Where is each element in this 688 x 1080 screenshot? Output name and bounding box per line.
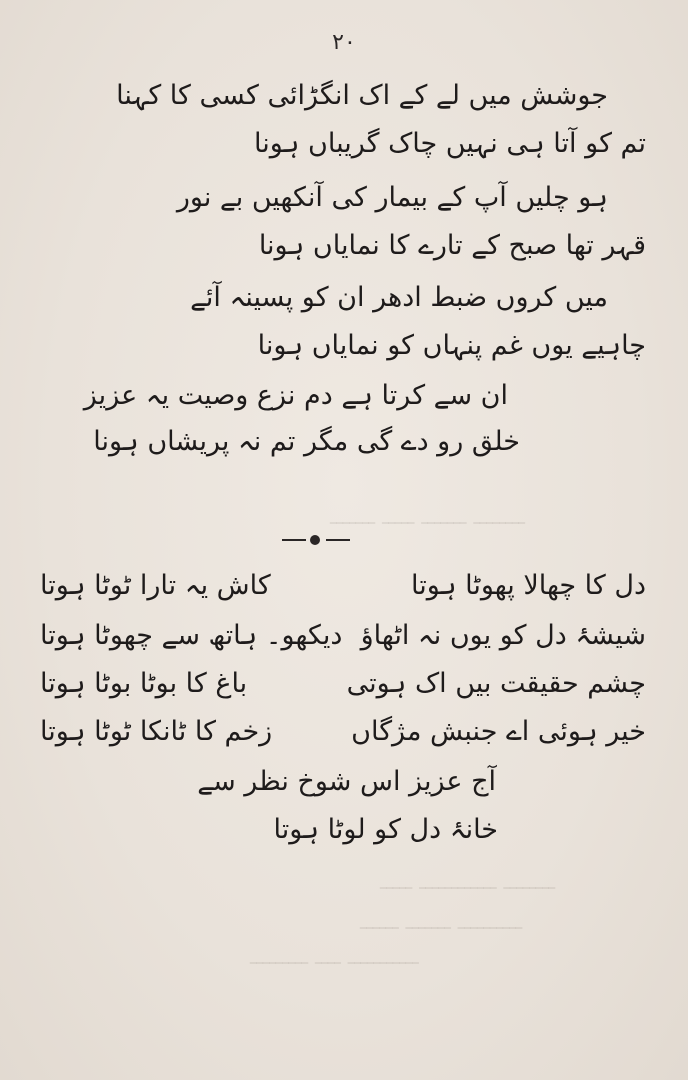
ghazal1-line-2: تم کو آتا ہی نہیں چاک گریباں ہونا xyxy=(253,128,646,159)
ghazal2-final-line-1: آج عزیز اس شوخ نظر سے xyxy=(197,766,496,797)
ghazal2-line-3-left: باغ کا بوٹا بوٹا ہوتا xyxy=(40,668,248,699)
ghazal1-line-8: خلق رو دے گی مگر تم نہ پریشاں ہونا xyxy=(93,426,520,457)
ghazal2-line-2-right: شیشۂ دل کو یوں نہ اٹھاؤ xyxy=(360,620,646,651)
ghazal2-line-2-left: دیکھو۔ ہاتھ سے چھوٹا ہوتا xyxy=(40,620,343,651)
ghazal2-line-4-right: خیر ہوئی اے جنبش مژگاں xyxy=(351,716,646,747)
ghazal1-line-1: جوشش میں لے کے اک انگڑائی کسی کا کہنا xyxy=(116,80,608,111)
show-through-text: ــــــــ ــــــــــــ ـــــ xyxy=(380,870,556,895)
show-through-text: ــــــــــ ـــــــ ــــــ xyxy=(360,910,523,935)
page-number: ۲۰ xyxy=(332,30,356,55)
ghazal2-line-1-right: دل کا چھالا پھوٹا ہوتا xyxy=(411,570,646,601)
ghazal2-line-3-right: چشم حقیقت بیں اک ہوتی xyxy=(346,668,646,699)
section-divider xyxy=(276,532,356,548)
show-through-text: ــــــــ ـــــــ ـــــ ـــــــ xyxy=(330,505,526,530)
ghazal1-line-4: قہر تھا صبح کے تارے کا نمایاں ہونا xyxy=(258,230,646,261)
ghazal2-line-1-left: کاش یہ تارا ٹوٹا ہوتا xyxy=(40,570,271,601)
ghazal1-line-6: چاہیے یوں غم پنہاں کو نمایاں ہونا xyxy=(257,330,646,361)
ghazal2-final-line-2: خانۂ دل کو لوٹا ہوتا xyxy=(273,814,498,845)
ghazal2-line-4-left: زخم کا ٹانکا ٹوٹا ہوتا xyxy=(40,716,273,747)
ghazal1-line-7: ان سے کرتا ہے دم نزع وصیت یہ عزیز xyxy=(83,380,508,411)
ghazal1-line-5: میں کروں ضبط ادھر ان کو پسینہ آئے xyxy=(190,282,608,313)
ghazal1-line-3: ہو چلیں آپ کے بیمار کی آنکھیں بے نور xyxy=(176,182,608,213)
show-through-text: ـــــــــــ ــــ ـــــــــ xyxy=(250,945,419,970)
